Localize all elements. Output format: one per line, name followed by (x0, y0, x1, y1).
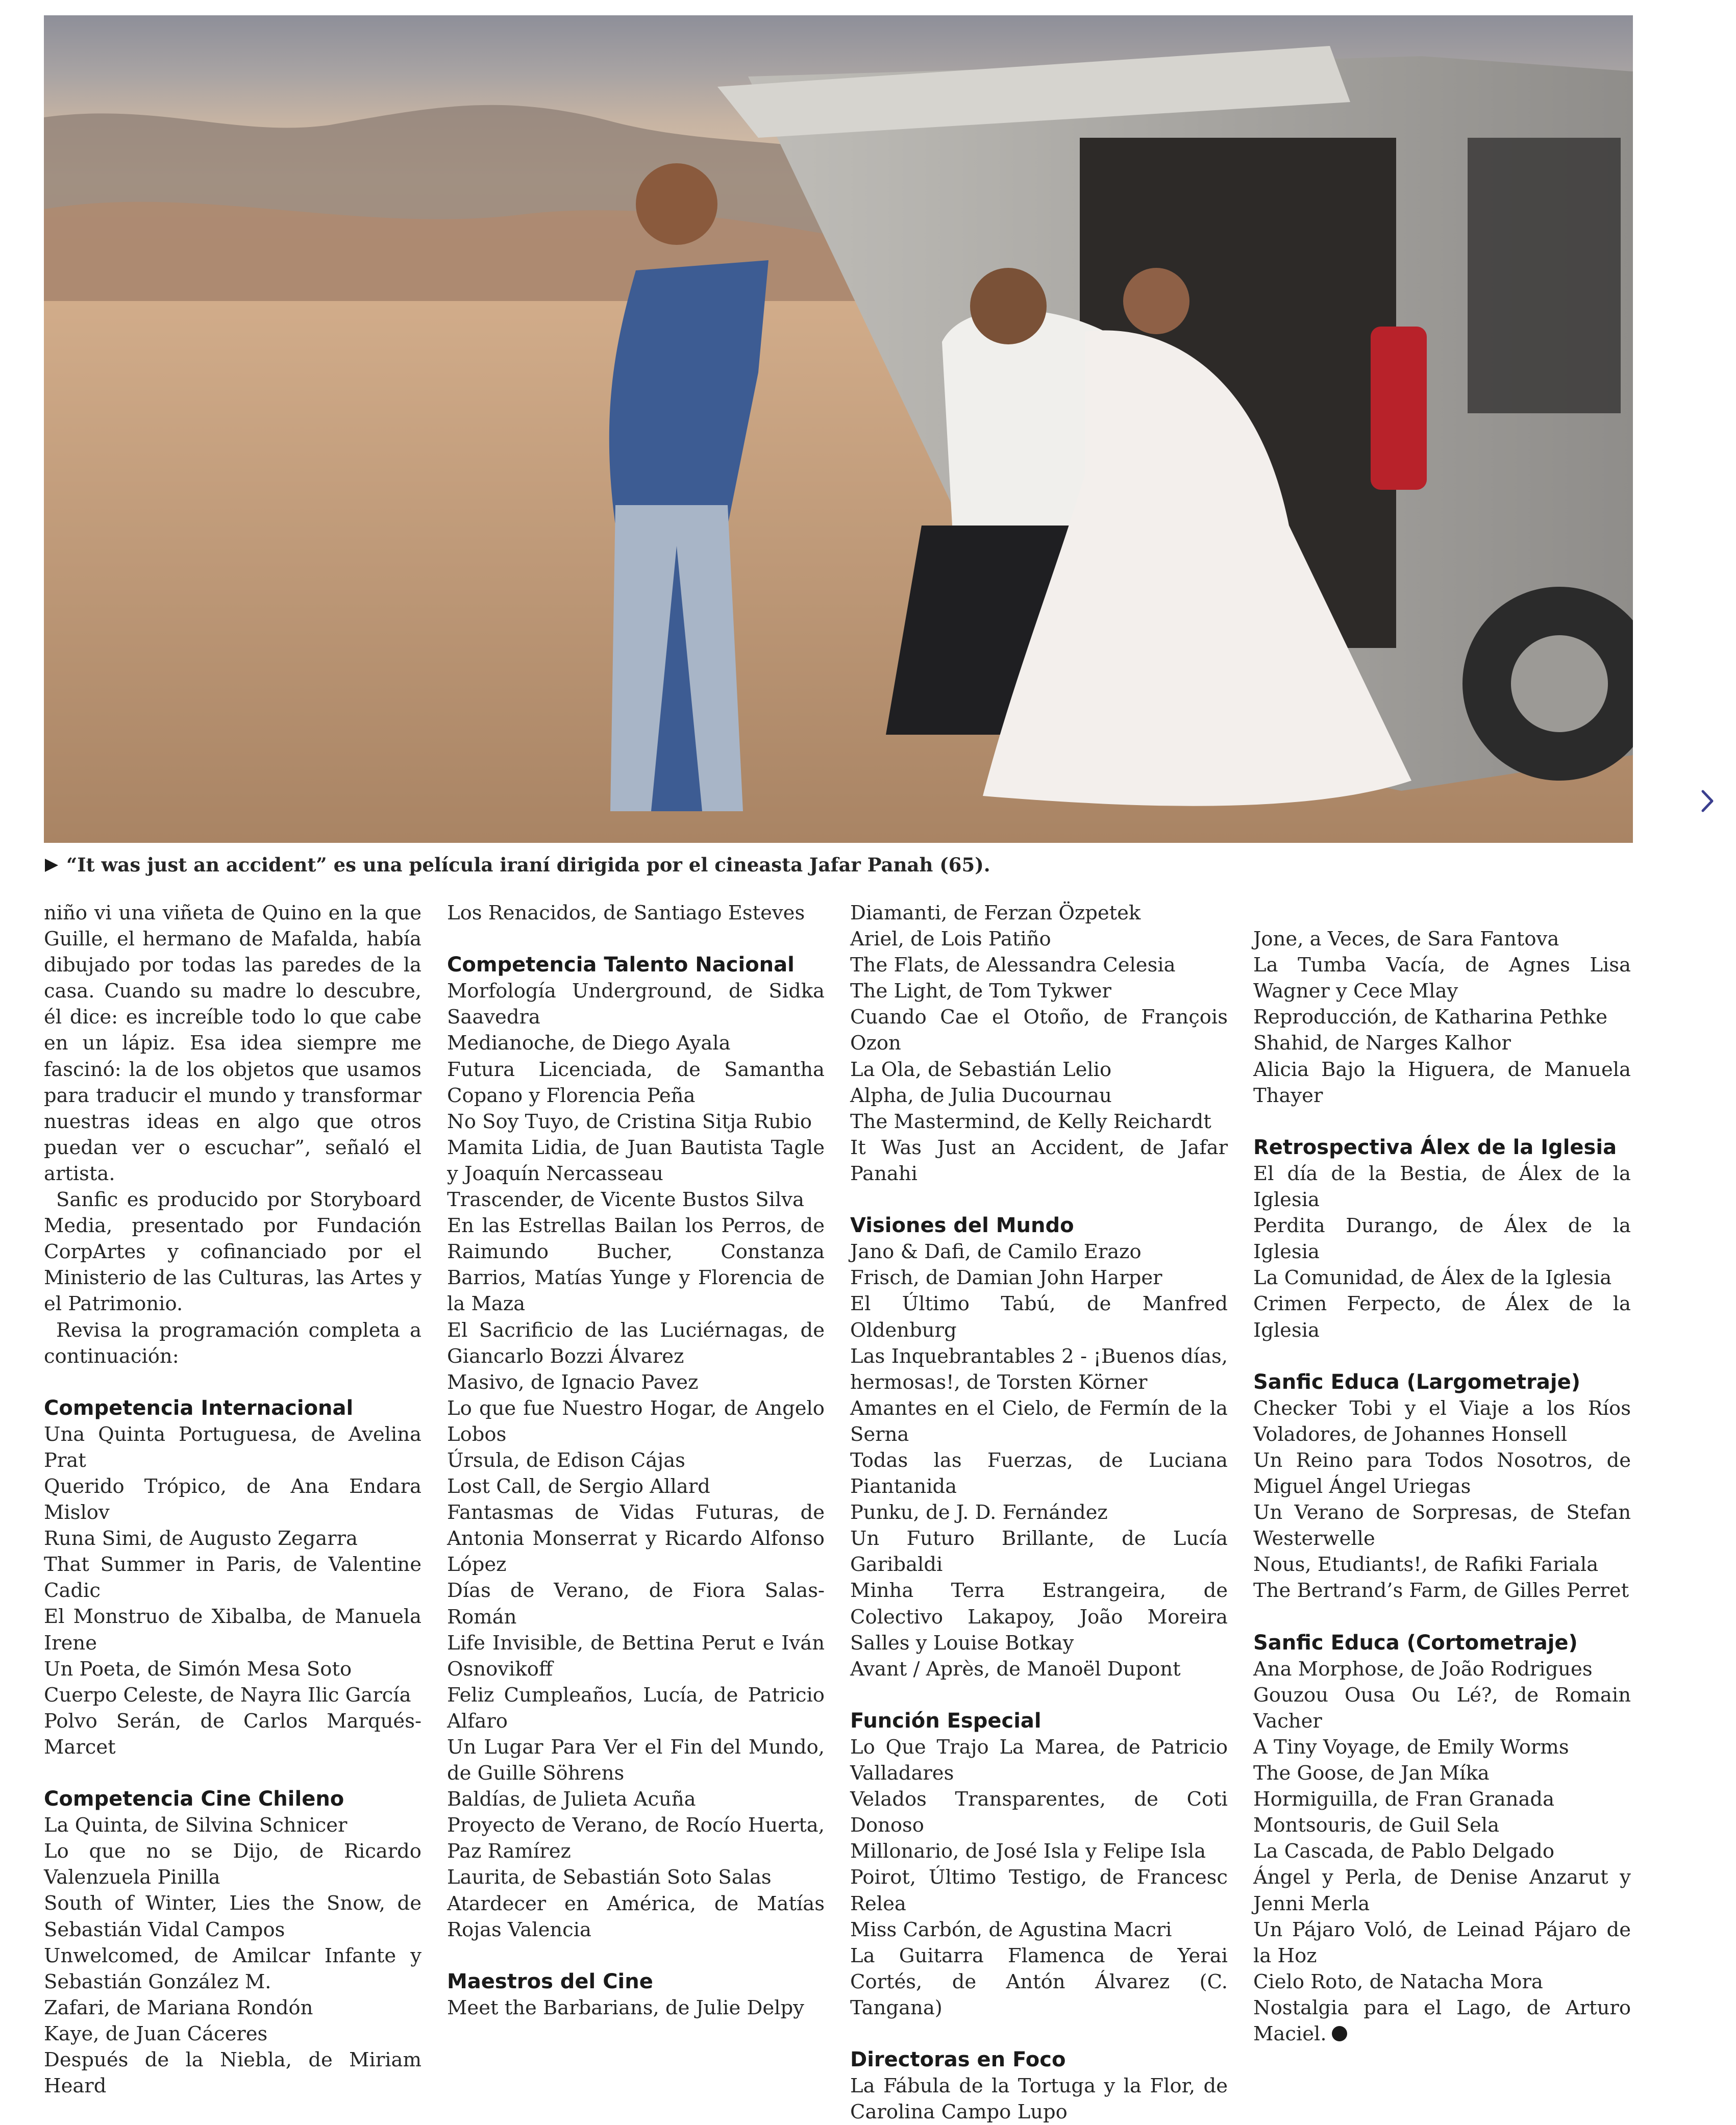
film-item: Alicia Bajo la Higuera, de Manuela Thayer (1253, 1058, 1631, 1107)
film-item: Hormiguilla, de Fran Granada (1253, 1788, 1555, 1811)
film-item: Ana Morphose, de João Rodrigues (1253, 1657, 1593, 1681)
next-arrow-button[interactable] (1694, 788, 1720, 814)
film-item: Un Poeta, de Simón Mesa Soto (44, 1657, 352, 1681)
film-item: Runa Simi, de Augusto Zegarra (44, 1527, 358, 1551)
film-item: El Sacrificio de las Luciérnagas, de Giancarlo Bozzi Álvarez (447, 1318, 825, 1368)
film-item: Masivo, de Ignacio Pavez (447, 1370, 699, 1394)
film-item: Cuando Cae el Otoño, de François Ozon (850, 1006, 1228, 1055)
film-item: Una Quinta Portuguesa, de Avelina Prat (44, 1422, 421, 1472)
column-3 (850, 900, 1228, 2125)
section-heading: Función Especial (850, 1709, 1041, 1733)
column-1 (44, 900, 421, 2099)
film-item: La Fábula de la Tortuga y la Flor, de Carolina Campo Lupo (850, 2074, 1228, 2124)
play-triangle-icon (44, 858, 59, 873)
film-item: Poirot, Último Testigo, de Francesc Relea (850, 1866, 1228, 1915)
film-item: Nous, Etudiants!, de Rafiki Fariala (1253, 1553, 1599, 1577)
film-item: Medianoche, de Diego Ayala (447, 1032, 731, 1055)
column-4 (1253, 900, 1631, 2047)
film-item: Lo Que Trajo La Marea, de Patricio Valladares (850, 1736, 1228, 1785)
film-item: No Soy Tuyo, de Cristina Sitja Rubio (447, 1110, 812, 1133)
film-item: Atardecer en América, de Matías Rojas Valencia (447, 1892, 825, 1941)
film-item: Cuerpo Celeste, de Nayra Ilic García (44, 1683, 411, 1707)
film-item: Reproducción, de Katharina Pethke (1253, 1006, 1607, 1029)
section-heading: Competencia Cine Chileno (44, 1787, 344, 1811)
film-item: Zafari, de Mariana Rondón (44, 1996, 313, 2019)
film-item: The Flats, de Alessandra Celesia (850, 954, 1176, 977)
film-item: Gouzou Ousa Ou Lé?, de Romain Vacher (1253, 1683, 1631, 1733)
film-item: Checker Tobi y el Viaje a los Ríos Voladores, de Johannes Honsell (1253, 1396, 1631, 1446)
film-item: The Bertrand’s Farm, de Gilles Perret (1253, 1579, 1629, 1603)
film-item: Diamanti, de Ferzan Özpetek (850, 902, 1141, 924)
film-item: Un Pájaro Voló, de Leinad Pájaro de la Hoz (1253, 1918, 1631, 1967)
film-item: Alpha, de Julia Ducournau (850, 1084, 1112, 1107)
film-item: Úrsula, de Edison Cájas (447, 1448, 685, 1472)
film-item: Punku, de J. D. Fernández (850, 1501, 1108, 1524)
film-item: Morfología Underground, de Sidka Saavedra (447, 980, 825, 1029)
film-item: Lo que no se Dijo, de Ricardo Valenzuela Pinilla (44, 1840, 421, 1889)
section-heading: Competencia Internacional (44, 1396, 354, 1420)
film-item: La Guitarra Flamenca de Yerai Cortés, de Antón Álvarez (C. Tangana) (850, 1944, 1228, 2019)
film-item: Todas las Fuerzas, de Luciana Piantanida (850, 1448, 1228, 1498)
section-heading: Sanfic Educa (Cortometraje) (1253, 1631, 1578, 1655)
film-item-last (1253, 1995, 1631, 2047)
film-item: Un Reino para Todos Nosotros, de Miguel Ángel Uriegas (1253, 1448, 1631, 1498)
film-item: La Ola, de Sebastián Lelio (850, 1058, 1112, 1081)
film-item: Cielo Roto, de Natacha Mora (1253, 1970, 1543, 1993)
film-item: Laurita, de Sebastián Soto Salas (447, 1866, 772, 1889)
film-item: Las Inquebrantables 2 - ¡Buenos días, hermosas!, de Torsten Körner (850, 1344, 1228, 1394)
column-2 (447, 900, 825, 2021)
section-heading: Maestros del Cine (447, 1969, 653, 1993)
film-item: Un Lugar Para Ver el Fin del Mundo, de Guille Söhrens (447, 1736, 825, 1785)
film-item: Montsouris, de Guil Sela (1253, 1814, 1500, 1837)
film-item: Jone, a Veces, de Sara Fantova (1253, 928, 1559, 951)
film-item: Avant / Après, de Manoël Dupont (850, 1657, 1181, 1681)
body-paragraph: Revisa la programación completa a continuación: (44, 1318, 421, 1368)
film-item: La Comunidad, de Álex de la Iglesia (1253, 1266, 1612, 1290)
film-item: Perdita Durango, de Álex de la Iglesia (1253, 1214, 1631, 1264)
section-heading: Directoras en Foco (850, 2048, 1066, 2072)
film-item: Después de la Niebla, de Miriam Heard (44, 2048, 421, 2098)
film-item: The Mastermind, de Kelly Reichardt (850, 1110, 1211, 1133)
film-item: Proyecto de Verano, de Rocío Huerta, Paz Ramírez (447, 1814, 825, 1863)
film-item: Frisch, de Damian John Harper (850, 1266, 1162, 1290)
body-paragraph: Sanfic es producido por Storyboard Media, presentado por Fundación CorpArtes y cofinanciado por el Ministerio de las Culturas, las Artes y el Patrimonio. (44, 1188, 421, 1316)
film-item: Velados Transparentes, de Coti Donoso (850, 1788, 1228, 1837)
film-item: Shahid, de Narges Kalhor (1253, 1032, 1511, 1055)
film-item: Ariel, de Lois Patiño (850, 928, 1051, 951)
film-item: Querido Trópico, de Ana Endara Mislov (44, 1474, 421, 1524)
film-item: La Cascada, de Pablo Delgado (1253, 1840, 1555, 1863)
film-item: The Light, de Tom Tykwer (850, 980, 1111, 1003)
film-item: Trascender, de Vicente Bustos Silva (447, 1188, 804, 1212)
film-item: Kaye, de Juan Cáceres (44, 2022, 268, 2045)
film-item: Jano & Dafi, de Camilo Erazo (850, 1240, 1142, 1264)
body-paragraph: niño vi una viñeta de Quino en la que Guille, el hermano de Mafalda, había dibujado por todas las paredes de la casa. Cuando su madre lo descubre, él dice: es increíble todo lo que cabe en un lápiz. Esa idea siempre me fascinó: la de los objetos que usamos para traducir el mundo y transformar nuestras ideas en algo que otros puedan ver o escuchar”, señaló el artista. (44, 902, 421, 1185)
section-heading: Competencia Talento Nacional (447, 953, 795, 977)
film-still-illustration (44, 15, 1633, 843)
film-item: El Monstruo de Xibalba, de Manuela Irene (44, 1605, 421, 1655)
film-item: Amantes en el Cielo, de Fermín de la Serna (850, 1396, 1228, 1446)
film-item: Un Futuro Brillante, de Lucía Garibaldi (850, 1527, 1228, 1577)
film-item: Los Renacidos, de Santiago Esteves (447, 902, 805, 924)
film-item: Baldías, de Julieta Acuña (447, 1788, 696, 1811)
film-item: Futura Licenciada, de Samantha Copano y Florencia Peña (447, 1058, 825, 1107)
film-item: Días de Verano, de Fiora Salas-Román (447, 1579, 825, 1629)
film-item: Ángel y Perla, de Denise Anzarut y Jenni Merla (1253, 1866, 1631, 1915)
caption-text: “It was just an accident” es una película iraní dirigida por el cineasta Jafar Panah (65). (66, 854, 990, 876)
film-item: Feliz Cumpleaños, Lucía, de Patricio Alfaro (447, 1683, 825, 1733)
film-item: Mamita Lidia, de Juan Bautista Tagle y Joaquín Nercasseau (447, 1136, 825, 1185)
film-still-photo (44, 15, 1633, 843)
chevron-right-icon (1697, 788, 1717, 814)
film-item: Minha Terra Estrangeira, de Colectivo Lakapoy, João Moreira Salles y Louise Botkay (850, 1579, 1228, 1655)
film-item: La Quinta, de Silvina Schnicer (44, 1814, 348, 1837)
film-item: Millonario, de José Isla y Felipe Isla (850, 1840, 1206, 1863)
section-heading: Sanfic Educa (Largometraje) (1253, 1370, 1580, 1394)
film-item: En las Estrellas Bailan los Perros, de Raimundo Bucher, Constanza Barrios, Matías Yunge y Florencia de la Maza (447, 1214, 825, 1316)
film-item: Crimen Ferpecto, de Álex de la Iglesia (1253, 1292, 1631, 1342)
section-heading: Retrospectiva Álex de la Iglesia (1253, 1135, 1617, 1159)
film-item: El Último Tabú, de Manfred Oldenburg (850, 1292, 1228, 1342)
film-item: It Was Just an Accident, de Jafar Panahi (850, 1136, 1228, 1185)
film-item: That Summer in Paris, de Valentine Cadic (44, 1553, 421, 1603)
film-item: Unwelcomed, de Amilcar Infante y Sebastián González M. (44, 1944, 421, 1993)
film-item: Un Verano de Sorpresas, de Stefan Westerwelle (1253, 1501, 1631, 1551)
film-item: Meet the Barbarians, de Julie Delpy (447, 1996, 804, 2019)
film-item: Fantasmas de Vidas Futuras, de Antonia Monserrat y Ricardo Alfonso López (447, 1501, 825, 1577)
continued-line-spacer (1253, 900, 1631, 926)
film-item: A Tiny Voyage, de Emily Worms (1253, 1736, 1569, 1759)
film-item: Life Invisible, de Bettina Perut e Iván Osnovikoff (447, 1631, 825, 1681)
film-item: Lo que fue Nuestro Hogar, de Angelo Lobos (447, 1396, 825, 1446)
film-item: Polvo Serán, de Carlos Marqués-Marcet (44, 1709, 421, 1759)
film-item: El día de la Bestia, de Álex de la Iglesia (1253, 1162, 1631, 1212)
film-item: Miss Carbón, de Agustina Macri (850, 1918, 1172, 1941)
film-item: La Tumba Vacía, de Agnes Lisa Wagner y Cece Mlay (1253, 954, 1631, 1003)
photo-caption (44, 847, 1633, 883)
film-item: South of Winter, Lies the Snow, de Sebastián Vidal Campos (44, 1892, 421, 1941)
film-item-text: Nostalgia para el Lago, de Arturo Maciel. (1253, 1996, 1631, 2046)
end-dot-icon (1332, 2026, 1347, 2041)
film-item: Lost Call, de Sergio Allard (447, 1475, 710, 1498)
section-heading: Visiones del Mundo (850, 1214, 1074, 1238)
film-item: The Goose, de Jan Míka (1253, 1762, 1490, 1785)
